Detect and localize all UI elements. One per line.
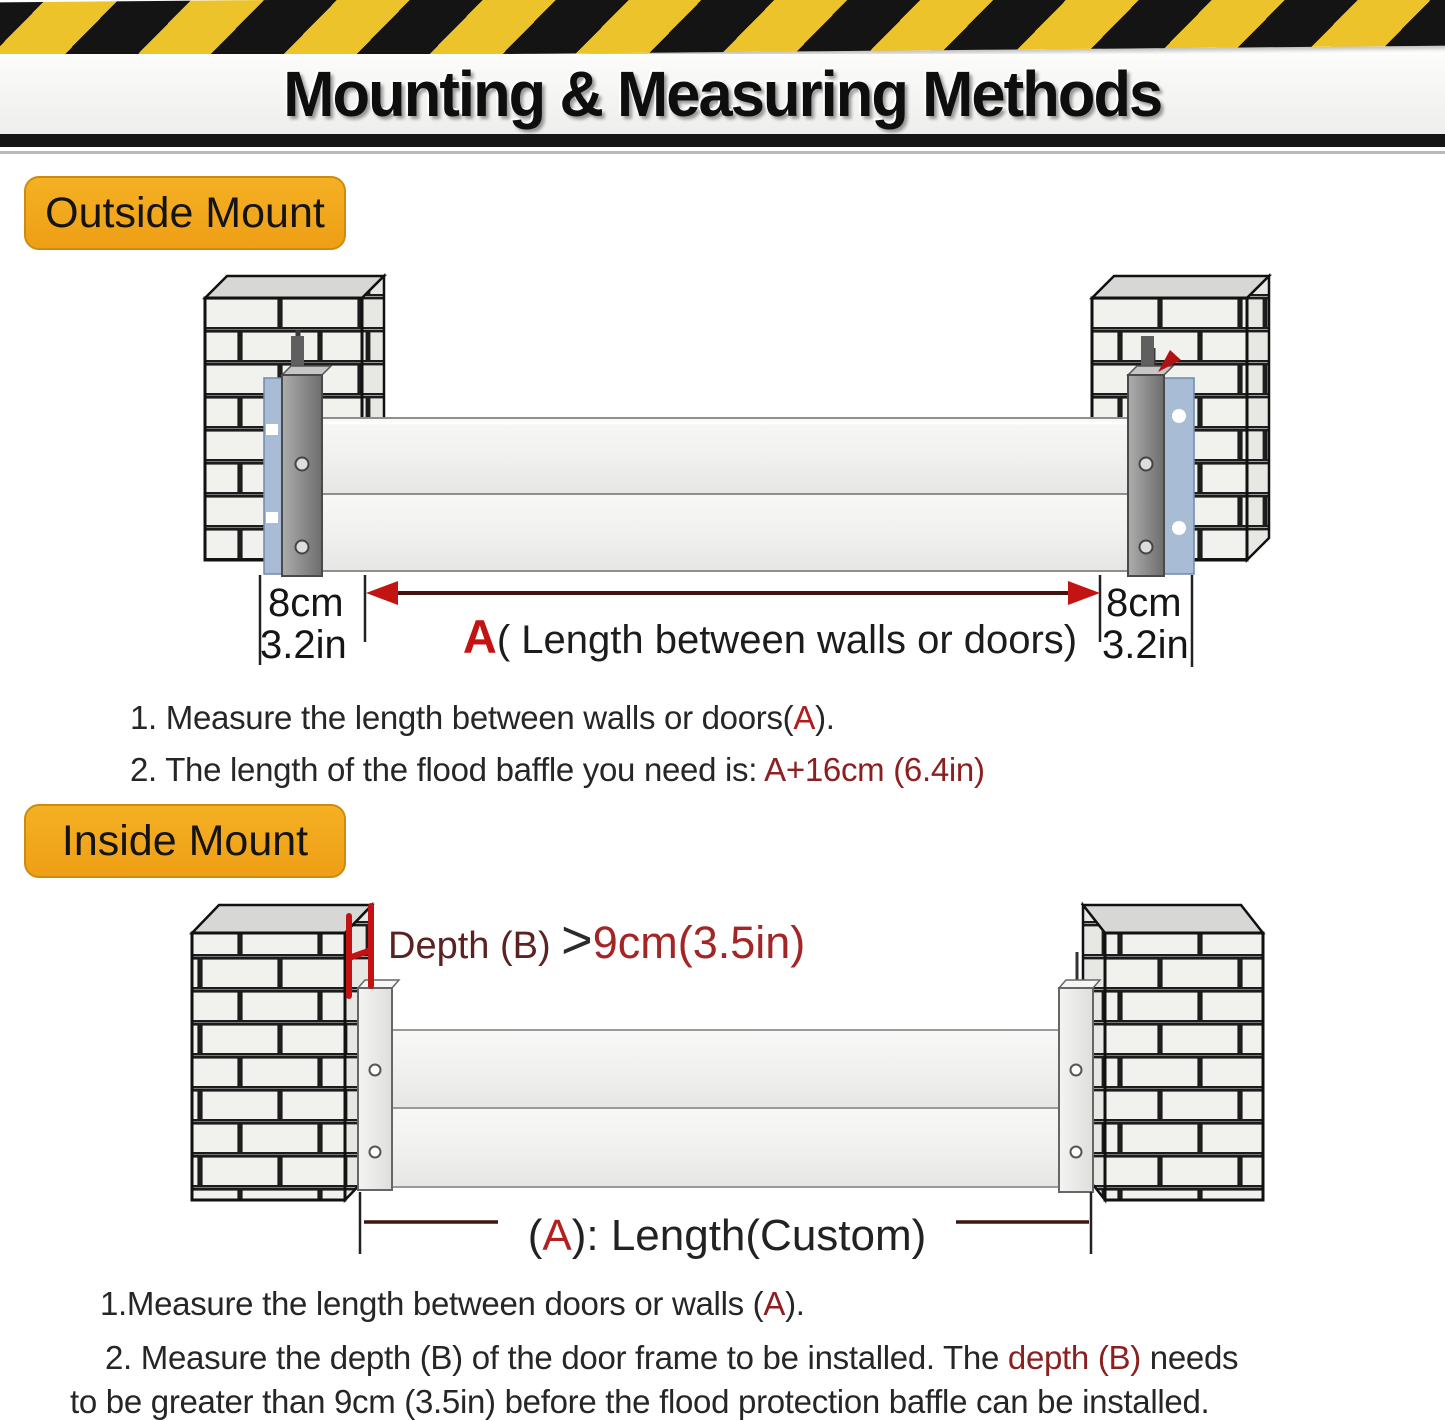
depth-label: Depth (B) bbox=[388, 925, 562, 967]
step-formula: A+16cm (6.4in) bbox=[764, 751, 985, 788]
inside-mount-instructions bbox=[70, 1284, 1238, 1421]
inside-mount-diagram bbox=[192, 905, 1263, 1260]
inside-right-pillar bbox=[1083, 905, 1263, 1200]
right-offset-in: 3.2in bbox=[1102, 623, 1189, 667]
screw-hole bbox=[370, 1065, 381, 1076]
custom-length-annotation bbox=[528, 1211, 927, 1260]
outside-mount-instructions bbox=[130, 698, 985, 790]
barrier-plank-bottom bbox=[392, 1108, 1060, 1187]
step-text: to be greater than 9cm (3.5in) before the flood protection baffle can be installed. bbox=[70, 1383, 1210, 1420]
arrowhead-right-icon bbox=[1068, 581, 1100, 605]
hazard-stripe-band bbox=[0, 0, 1445, 58]
length-text: ( Length between walls or doors) bbox=[496, 618, 1078, 662]
screw-hole bbox=[1140, 458, 1153, 471]
screw-hole bbox=[1071, 1065, 1082, 1076]
step-accent: depth (B) bbox=[1007, 1339, 1141, 1376]
step-text: 2. The length of the flood baffle you need is: bbox=[130, 751, 765, 788]
pillar-side-face bbox=[1247, 276, 1269, 560]
outside-left-seal-strip bbox=[264, 378, 282, 574]
step-text: ). bbox=[815, 699, 835, 736]
inside-right-channel bbox=[1059, 952, 1100, 1192]
length-letter: A bbox=[462, 610, 497, 663]
channel-top-bevel bbox=[358, 980, 399, 988]
length-letter: A bbox=[542, 1211, 572, 1260]
channel-body bbox=[1059, 988, 1093, 1192]
screw-hole bbox=[1140, 541, 1153, 554]
greater-than-symbol: > bbox=[561, 910, 593, 970]
inside-step-1 bbox=[70, 1284, 1238, 1324]
inside-mount-label bbox=[24, 804, 346, 878]
arrowhead-left-icon bbox=[366, 581, 398, 605]
pillar-front-face bbox=[1105, 933, 1263, 1200]
outside-right-seal-strip bbox=[1164, 378, 1194, 574]
step-accent: A bbox=[763, 1285, 786, 1322]
step-text: 2. Measure the depth (B) of the door frame to be installed. The bbox=[105, 1339, 1008, 1376]
pillar-top-face bbox=[1092, 276, 1269, 298]
step-text: 1.Measure the length between doors or walls ( bbox=[100, 1285, 764, 1322]
length-text: ): Length(Custom) bbox=[571, 1211, 927, 1260]
page-title: Mounting & Measuring Methods bbox=[283, 58, 1162, 130]
pillar-top-face bbox=[205, 276, 384, 298]
hazard-stripes-icon bbox=[0, 0, 1445, 58]
pillar-front-face bbox=[192, 933, 345, 1200]
step-text: ). bbox=[785, 1285, 805, 1322]
flood-barrier-panels bbox=[322, 418, 1130, 571]
channel-body bbox=[358, 988, 392, 1190]
screw-hole bbox=[296, 541, 309, 554]
header-divider-line bbox=[0, 151, 1445, 154]
barrier-plank-top bbox=[392, 1030, 1060, 1108]
barrier-plank-top bbox=[322, 418, 1130, 494]
pillar-top-face bbox=[192, 905, 372, 933]
paren-open: ( bbox=[527, 1211, 543, 1260]
pillar-top-face bbox=[1083, 905, 1263, 933]
inside-left-pillar bbox=[192, 905, 372, 1200]
right-offset-cm: 8cm bbox=[1106, 581, 1182, 625]
inside-left-channel bbox=[358, 980, 399, 1190]
channel-top-bevel bbox=[1059, 980, 1100, 988]
barrier-plank-bottom bbox=[322, 494, 1130, 571]
depth-annotation bbox=[388, 910, 805, 970]
outside-mount-label bbox=[24, 176, 346, 250]
inside-mount-label-text: Inside Mount bbox=[61, 816, 309, 865]
header-divider-bar bbox=[0, 134, 1445, 147]
screw-hole bbox=[296, 458, 309, 471]
screw-hole bbox=[1071, 1147, 1082, 1158]
title-band bbox=[0, 54, 1445, 134]
outside-step-2 bbox=[130, 750, 985, 790]
inside-step-2-line-2 bbox=[70, 1382, 1238, 1421]
left-offset-in: 3.2in bbox=[260, 623, 347, 667]
length-annotation bbox=[463, 610, 1077, 663]
step-text: needs bbox=[1140, 1339, 1239, 1376]
left-offset-cm: 8cm bbox=[268, 581, 344, 625]
outside-step-1 bbox=[130, 698, 985, 738]
step-accent: A bbox=[793, 699, 816, 736]
depth-value: 9cm(3.5in) bbox=[592, 917, 806, 968]
inside-flood-barrier-panels bbox=[392, 1030, 1060, 1187]
step-text: 1. Measure the length between walls or doors( bbox=[130, 699, 794, 736]
outside-mount-diagram bbox=[205, 276, 1269, 667]
channel-top-bevel bbox=[282, 366, 331, 375]
length-arrow bbox=[366, 581, 1100, 605]
inside-step-2-line-1 bbox=[70, 1338, 1238, 1378]
screw-hole bbox=[370, 1147, 381, 1158]
outside-mount-label-text: Outside Mount bbox=[45, 188, 325, 237]
